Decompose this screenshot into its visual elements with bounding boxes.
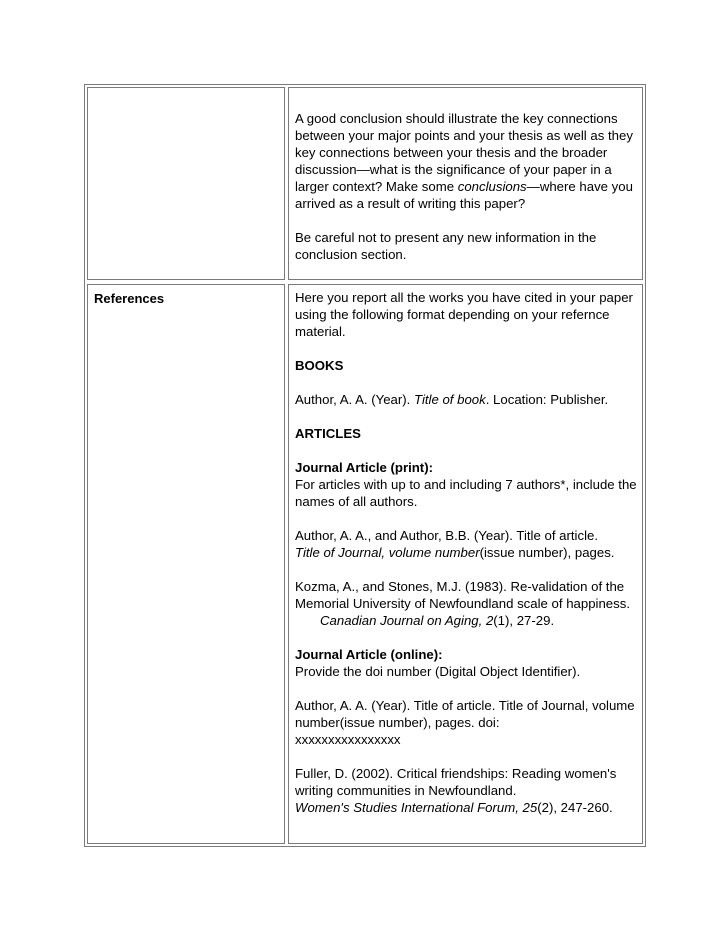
conclusion-label-cell [87, 87, 285, 280]
conclusion-text-b: —where have you arrived as a result of writing this paper? [295, 179, 633, 211]
online-format-doi: xxxxxxxxxxxxxxxx [295, 732, 401, 747]
online-example-journal: Women's Studies International Forum, 25 [295, 800, 538, 815]
print-example-journal: Canadian Journal on Aging, 2 [320, 613, 494, 628]
conclusion-paragraph-2: Be careful not to present any new information in the conclusion section. [295, 230, 597, 262]
online-article-block [295, 646, 640, 680]
conclusion-content-cell [288, 87, 643, 280]
book-format-title: Title of book [414, 392, 486, 407]
conclusion-text-emphasis: conclusions [457, 179, 527, 194]
print-format-journal: Title of Journal, volume number [295, 545, 480, 560]
references-content [295, 289, 640, 816]
print-example-b: (1), 27-29. [493, 613, 555, 628]
print-article-format [295, 527, 640, 561]
conclusion-content [295, 110, 640, 263]
print-article-block [295, 459, 640, 510]
references-intro: Here you report all the works you have cited in your paper using the following format depending on your refernce material. [295, 290, 633, 339]
print-article-description: For articles with up to and including 7 authors*, include the names of all authors. [295, 477, 637, 509]
print-article-example [295, 578, 640, 629]
print-format-a: Author, A. A., and Author, B.B. (Year). Title of article. [295, 528, 598, 543]
online-article-format [295, 697, 640, 748]
online-article-description: Provide the doi number (Digital Object Identifier). [295, 664, 581, 679]
online-article-example [295, 765, 640, 816]
print-article-heading: Journal Article (print): [295, 460, 433, 475]
book-format [295, 391, 640, 408]
online-example-a: Fuller, D. (2002). Critical friendships: Reading women's writing communities in Newfoundland. [295, 766, 617, 798]
references-label: References [94, 291, 165, 306]
online-format-a: Author, A. A. (Year). Title of article. Title of Journal, volume number(issue number), pages. doi: [295, 698, 635, 730]
books-heading: BOOKS [295, 358, 344, 373]
conclusion-row [87, 87, 643, 280]
book-format-a: Author, A. A. (Year). [295, 392, 414, 407]
print-example-source [295, 613, 554, 628]
references-row [87, 284, 643, 844]
online-article-heading: Journal Article (online): [295, 647, 443, 662]
print-format-b: (issue number), pages. [479, 545, 615, 560]
book-format-b: . Location: Publisher. [485, 392, 609, 407]
print-example-a: Kozma, A., and Stones, M.J. (1983). Re-validation of the Memorial University of Newfoundland scale of happiness. [295, 579, 630, 611]
references-content-cell [288, 284, 643, 844]
conclusion-text-a: A good conclusion should illustrate the key connections between your major points and your thesis as well as they key connections between your thesis and the broader discussion—what is the significance of your paper in a larger context? Make some [295, 111, 633, 194]
online-example-b: (2), 247-260. [537, 800, 613, 815]
articles-heading: ARTICLES [295, 426, 361, 441]
guidelines-table [84, 84, 646, 847]
conclusion-paragraph-1 [295, 110, 640, 212]
references-label-cell [87, 284, 285, 844]
